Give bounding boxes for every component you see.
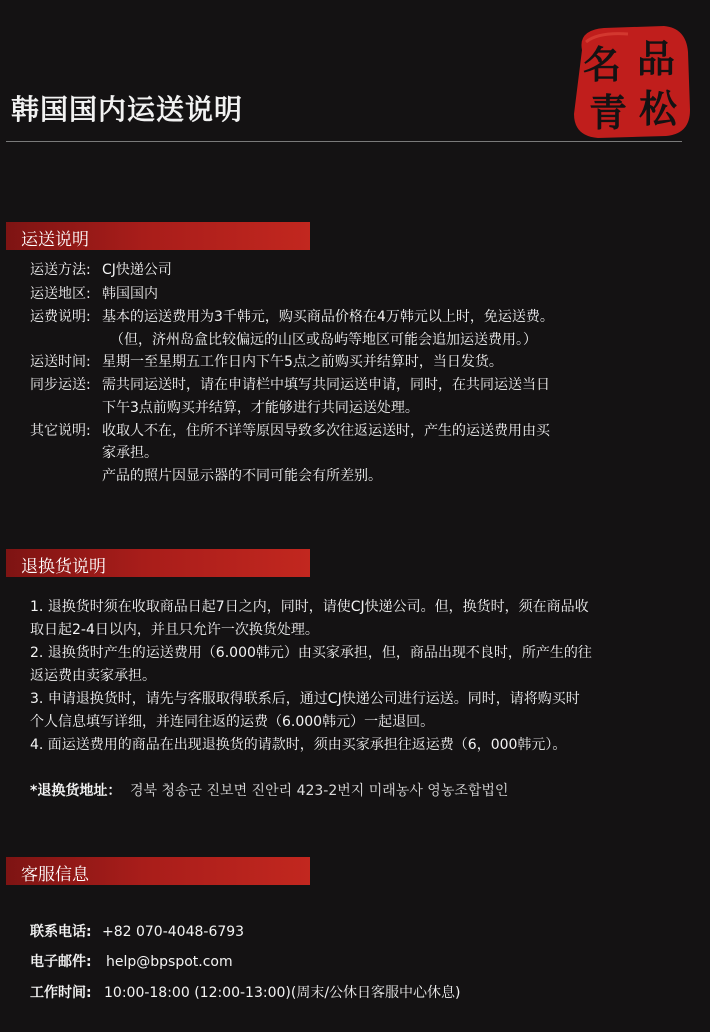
shipping-time-label: 运送时间: xyxy=(30,354,91,370)
shipping-other-label: 其它说明: xyxy=(30,423,91,439)
returns-item-3-line-1: 3. 申请退换货时，请先与客服取得联系后，通过CJ快递公司进行运送。同时，请将购买时 xyxy=(30,691,580,707)
service-phone-label: 联系电话: xyxy=(30,924,92,940)
shipping-other-line-1: 收取人不在，住所不详等原因导致多次往返运送时，产生的运送费用由买 xyxy=(102,423,550,439)
returns-section-label: 退换货说明 xyxy=(21,557,106,577)
seal-char-qing: 青 xyxy=(588,91,628,135)
brand-seal-logo xyxy=(568,22,692,142)
seal-char-song: 松 xyxy=(638,87,678,131)
shipping-fee-label: 运费说明: xyxy=(30,309,91,325)
shipping-fee-line-2: （但，济州岛盒比较偏远的山区或岛屿等地区可能会追加运送费用。） xyxy=(110,332,537,348)
service-section-header xyxy=(6,857,310,885)
returns-item-1-line-2: 取日起2-4日以内，并且只允许一次换货处理。 xyxy=(30,622,319,638)
shipping-combined-line-2: 下午3点前购买并结算，才能够进行共同运送处理。 xyxy=(102,400,419,416)
returns-address-value: 경북 청송군 진보면 진안리 423-2번지 미래농사 영농조합법인 xyxy=(130,783,509,799)
service-email-value: help@bpspot.com xyxy=(106,954,233,970)
returns-item-2-line-1: 2. 退换货时产生的运送费用（6.000韩元）由买家承担，但，商品出现不良时，所产生的往 xyxy=(30,645,592,661)
service-email-label: 电子邮件: xyxy=(30,954,92,970)
shipping-combined-line-1: 需共同运送时，请在申请栏中填写共同运送申请，同时，在共同运送当日 xyxy=(102,377,550,393)
shipping-section-label: 运送说明 xyxy=(21,230,89,250)
returns-address-label: *退换货地址： xyxy=(30,783,122,799)
returns-item-3-line-2: 个人信息填写详细，并连同往返的运费（6.000韩元）一起退回。 xyxy=(30,714,435,730)
page-title: 韩国国内运送说明 xyxy=(11,93,244,126)
shipping-section-header xyxy=(6,222,310,250)
shipping-other-line-2: 家承担。 xyxy=(102,445,158,461)
shipping-fee-line-1: 基本的运送费用为3千韩元，购买商品价格在4万韩元以上时，免运送费。 xyxy=(102,309,554,325)
service-section-label: 客服信息 xyxy=(21,865,89,885)
returns-item-1-line-1: 1. 退换货时须在收取商品日起7日之内，同时，请使CJ快递公司。但，换货时，须在商品收 xyxy=(30,599,589,615)
shipping-region-value: 韩国国内 xyxy=(102,286,158,302)
shipping-combined-label: 同步运送: xyxy=(30,377,91,393)
service-hours-label: 工作时间: xyxy=(30,985,92,1001)
shipping-other-line-3: 产品的照片因显示器的不同可能会有所差别。 xyxy=(102,468,382,484)
shipping-method-value: CJ快递公司 xyxy=(102,262,172,278)
shipping-region-label: 运送地区: xyxy=(30,286,91,302)
returns-item-2-line-2: 返运费由卖家承担。 xyxy=(30,668,156,684)
service-phone-value: +82 070-4048-6793 xyxy=(102,924,245,940)
returns-item-4-line-1: 4. 面运送费用的商品在出现退换货的请款时，须由买家承担往返运费（6，000韩元）。 xyxy=(30,737,567,753)
seal-char-ming: 名 xyxy=(582,43,622,87)
shipping-method-label: 运送方法: xyxy=(30,262,91,278)
returns-section-header xyxy=(6,549,310,577)
seal-char-pin: 品 xyxy=(636,37,676,81)
service-hours-value: 10:00-18:00 (12:00-13:00)(周末/公休日客服中心休息) xyxy=(104,985,461,1001)
shipping-time-value: 星期一至星期五工作日内下午5点之前购买并结算时，当日发货。 xyxy=(102,354,503,370)
